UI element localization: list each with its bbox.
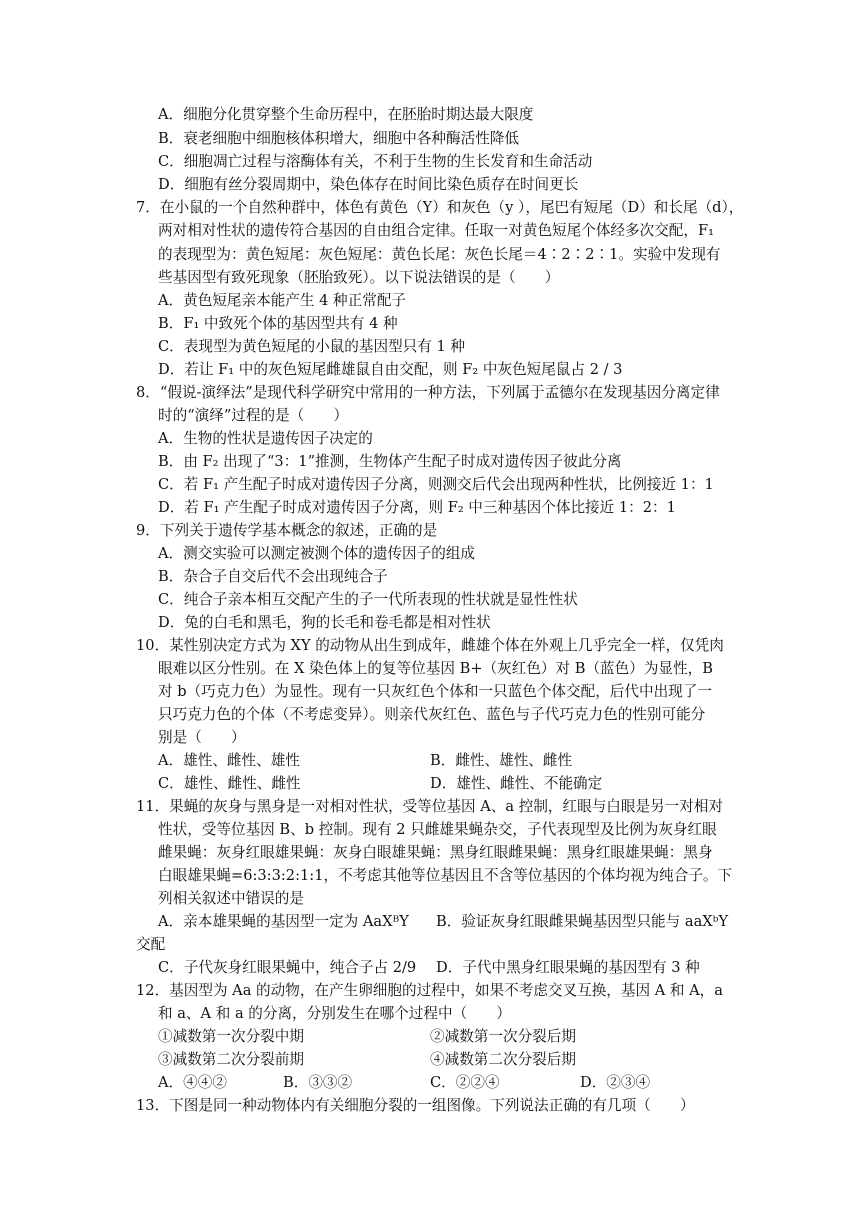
q7-option-c: C．表现型为黄色短尾的小鼠的基因型只有 1 种 xyxy=(158,338,466,355)
q7-stem-line-3: 的表现型为：黄色短尾：灰色短尾：黄色长尾：灰色长尾＝4∶2∶2∶1。实验中发现有 xyxy=(158,246,721,263)
q7-stem-line-1: 7．在小鼠的一个自然种群中，体色有黄色（Y）和灰色（y ），尾巴有短尾（D）和长尾（d）， xyxy=(136,199,744,216)
q12-stem-line-2: 和 a、A 和 a 的分离，分别发生在哪个过程中（ ） xyxy=(158,1005,511,1022)
q12-option-b: B．③③② xyxy=(283,1074,353,1091)
q11-stem-line-1: 11．果蝇的灰身与黑身是一对相对性状，受等位基因 A、a 控制，红眼与白眼是另一对相对 xyxy=(136,798,724,815)
q7-stem-line-2: 两对相对性状的遗传符合基因的自由组合定律。任取一对黄色短尾个体经多次交配，F₁ xyxy=(158,222,714,239)
q7-stem-line-4: 些基因型有致死现象（胚胎致死）。以下说法错误的是（ ） xyxy=(158,269,560,286)
q11-option-d: D．子代中黑身红眼果蝇的基因型有 3 种 xyxy=(436,959,700,976)
q6-option-c: C．细胞凋亡过程与溶酶体有关，不利于生物的生长发育和生命活动 xyxy=(158,153,593,170)
q12-option-a: A．④④② xyxy=(158,1074,227,1091)
q9-option-d: D．兔的白毛和黑毛，狗的长毛和卷毛都是相对性状 xyxy=(158,614,491,631)
q8-stem-line-2: 时的“演绎”过程的是（ ） xyxy=(158,407,349,424)
q11-option-b-continued: 交配 xyxy=(136,936,166,953)
q12-item-4: ④减数第二次分裂后期 xyxy=(430,1051,576,1068)
q10-stem-line-4: 只巧克力色的个体（不考虑变异）。则亲代灰红色、蓝色与子代巧克力色的性别可能分 xyxy=(158,706,706,723)
q8-option-b: B．由 F₂ 出现了“3：1”推测，生物体产生配子时成对遗传因子彼此分离 xyxy=(158,453,622,470)
q11-option-a: A．亲本雄果蝇的基因型一定为 AaXᴮY xyxy=(158,913,409,930)
q7-option-b: B．F₁ 中致死个体的基因型共有 4 种 xyxy=(158,315,398,332)
q6-option-a: A．细胞分化贯穿整个生命历程中，在胚胎时期达最大限度 xyxy=(158,106,534,123)
q9-stem: 9．下列关于遗传学基本概念的叙述，正确的是 xyxy=(136,522,438,539)
q6-option-b: B．衰老细胞中细胞核体积增大，细胞中各种酶活性降低 xyxy=(158,130,519,147)
q12-item-1: ①减数第一次分裂中期 xyxy=(158,1028,304,1045)
q12-item-3: ③减数第二次分裂前期 xyxy=(158,1051,304,1068)
q8-option-c: C．若 F₁ 产生配子时成对遗传因子分离，则测交后代会出现两种性状，比例接近 1：1 xyxy=(158,476,714,493)
q11-stem-line-4: 白眼雄果蝇=6:3:3:2:1:1，不考虑其他等位基因且不含等位基因的个体均视为纯合子。下 xyxy=(158,867,733,884)
q10-stem-line-5: 别是（ ） xyxy=(158,729,246,746)
q7-option-a: A．黄色短尾亲本能产生 4 种正常配子 xyxy=(158,292,407,309)
q10-option-a: A．雄性、雌性、雄性 xyxy=(158,752,300,769)
q8-stem-line-1: 8．“假说-演绎法”是现代科学研究中常用的一种方法，下列属于孟德尔在发现基因分离定律 xyxy=(136,384,720,401)
q6-option-d: D．细胞有丝分裂周期中，染色体存在时间比染色质存在时间更长 xyxy=(158,176,579,193)
q11-stem-line-3: 雌果蝇：灰身红眼雄果蝇：灰身白眼雄果蝇：黑身红眼雌果蝇：黑身红眼雄果蝇：黑身 xyxy=(158,844,713,861)
q10-stem-line-2: 眼难以区分性别。在 X 染色体上的复等位基因 B+（灰红色）对 B（蓝色）为显性，B xyxy=(158,660,713,677)
q10-stem-line-1: 10．某性别决定方式为 XY 的动物从出生到成年，雌雄个体在外观上几乎完全一样，仅凭肉 xyxy=(136,637,724,654)
q12-stem-line-1: 12．基因型为 Aa 的动物，在产生卵细胞的过程中，如果不考虑交叉互换，基因 A 和 A，a xyxy=(136,982,723,999)
q9-option-c: C．纯合子亲本相互交配产生的子一代所表现的性状就是显性性状 xyxy=(158,591,578,608)
q12-option-d: D．②③④ xyxy=(580,1074,651,1091)
q9-option-b: B．杂合子自交后代不会出现纯合子 xyxy=(158,568,388,585)
q10-stem-line-3: 对 b（巧克力色）为显性。现有一只灰红色个体和一只蓝色个体交配，后代中出现了一 xyxy=(158,683,712,700)
q10-option-d: D．雄性、雌性、不能确定 xyxy=(430,775,603,792)
q13-stem: 13．下图是同一种动物体内有关细胞分裂的一组图像。下列说法正确的有几项（ ） xyxy=(136,1097,695,1114)
q8-option-d: D．若 F₁ 产生配子时成对遗传因子分离，则 F₂ 中三种基因个体比接近 1：2：1 xyxy=(158,499,676,516)
q8-option-a: A．生物的性状是遗传因子决定的 xyxy=(158,430,373,447)
q11-stem-line-5: 列相关叙述中错误的是 xyxy=(158,890,304,907)
q12-item-2: ②减数第一次分裂后期 xyxy=(430,1028,576,1045)
q12-option-c: C．②②④ xyxy=(430,1074,500,1091)
q10-option-b: B．雌性、雄性、雌性 xyxy=(430,752,573,769)
q10-option-c: C．雄性、雌性、雌性 xyxy=(158,775,301,792)
q9-option-a: A．测交实验可以测定被测个体的遗传因子的组成 xyxy=(158,545,476,562)
q11-stem-line-2: 性状，受等位基因 B、b 控制。现有 2 只雌雄果蝇杂交，子代表现型及比例为灰身红眼 xyxy=(158,821,717,838)
q11-option-b: B．验证灰身红眼雌果蝇基因型只能与 aaXᵇY xyxy=(436,913,729,930)
q7-option-d: D．若让 F₁ 中的灰色短尾雌雄鼠自由交配，则 F₂ 中灰色短尾鼠占 2 / 3 xyxy=(158,361,623,378)
q11-option-c: C．子代灰身红眼果蝇中，纯合子占 2/9 xyxy=(158,959,417,976)
